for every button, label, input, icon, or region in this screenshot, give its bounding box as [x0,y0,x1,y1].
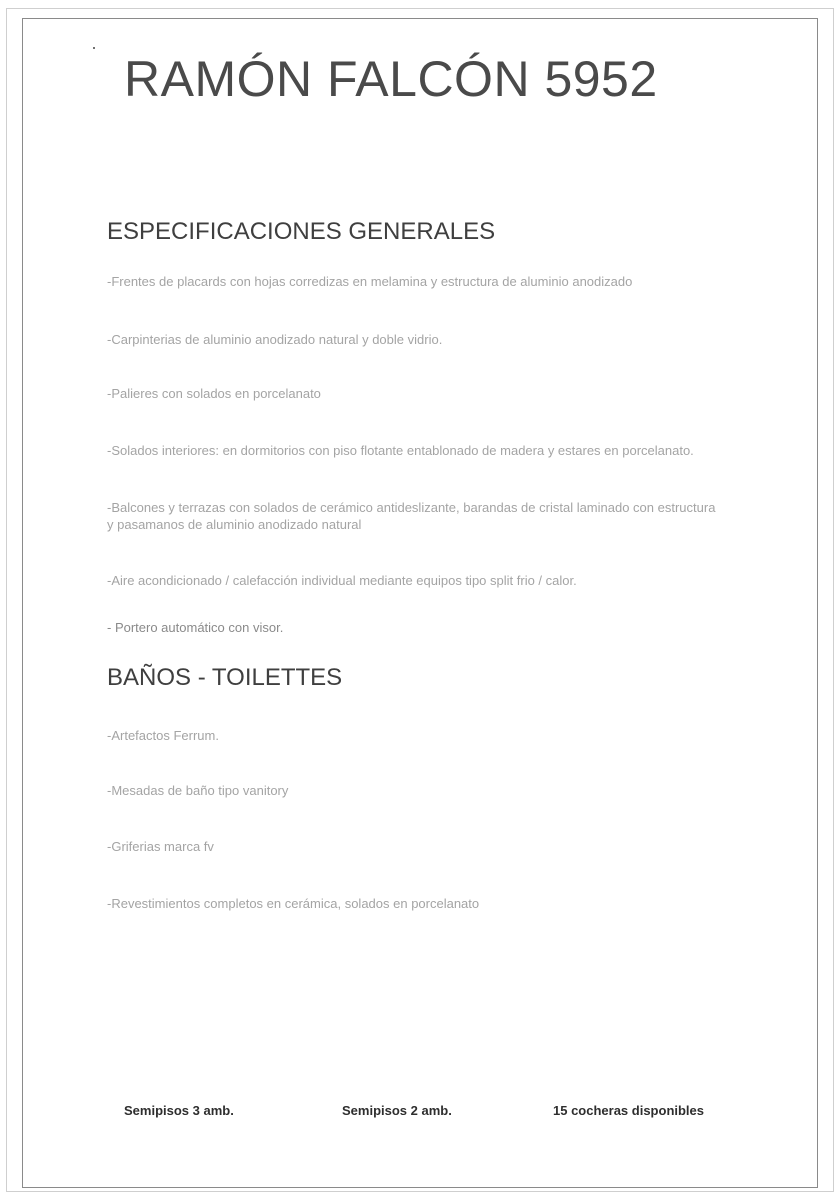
footer-semipisos-3: Semipisos 3 amb. [124,1103,234,1118]
bath-item-vanity: -Mesadas de baño tipo vanitory [107,783,289,798]
general-specs-heading: ESPECIFICACIONES GENERALES [107,218,496,245]
page-border [22,18,818,1188]
spec-item-interior-floors: -Solados interiores: en dormitorios con piso flotante entablonado de madera y estares en porcelanato. [107,443,694,458]
bath-item-faucets: -Griferias marca fv [107,839,214,854]
page-title: RAMÓN FALCÓN 5952 [124,51,658,107]
bath-item-fixtures: -Artefactos Ferrum. [107,728,219,743]
spec-item-closets: -Frentes de placards con hojas corredizas en melamina y estructura de aluminio anodizado [107,274,633,289]
spec-item-intercom: - Portero automático con visor. [107,620,284,635]
bath-item-coverings: -Revestimientos completos en cerámica, solados en porcelanato [107,896,480,911]
baths-heading: BAÑOS - TOILETTES [107,664,343,691]
footer-parking: 15 cocheras disponibles [553,1103,705,1118]
footer-semipisos-2: Semipisos 2 amb. [342,1103,452,1118]
spec-item-air-conditioning: -Aire acondicionado / calefacción individual mediante equipos tipo split frio / calor. [107,573,577,588]
scan-speck [93,47,95,49]
spec-item-windows: -Carpinterias de aluminio anodizado natural y doble vidrio. [107,332,443,347]
spec-item-balconies: -Balcones y terrazas con solados de cerámico antideslizante, barandas de cristal laminado con estructura y pasamanos de aluminio anodizado natural [107,500,716,532]
spec-item-landings: -Palieres con solados en porcelanato [107,386,321,401]
